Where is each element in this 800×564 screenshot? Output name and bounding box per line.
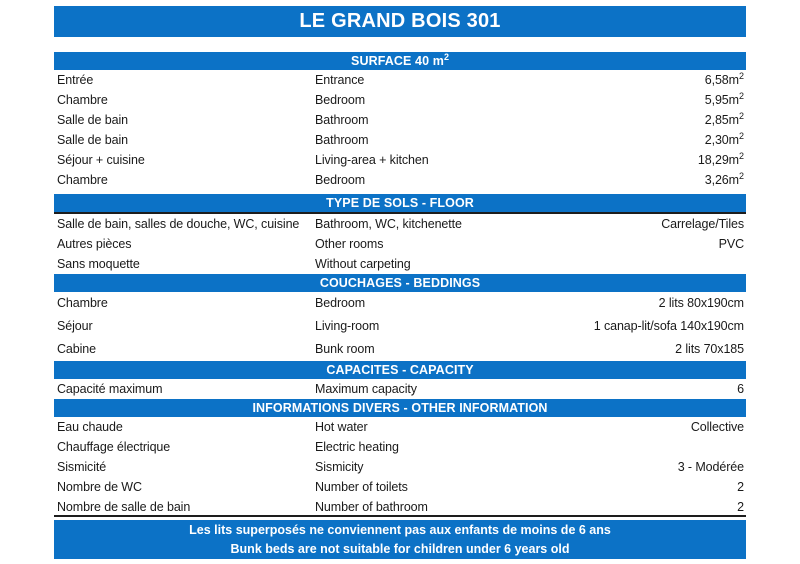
cell-french: Salle de bain	[57, 133, 128, 147]
cell-french: Cabine	[57, 342, 97, 356]
table-row	[54, 234, 746, 254]
cell-value: $2,85m^2$	[704, 110, 744, 127]
cell-english: Number of bathroom	[315, 500, 428, 514]
cell-french: Salle de bain, salles de douche, WC, cuisine	[57, 217, 300, 231]
cell-english: Hot water	[315, 420, 368, 434]
superscript: 2	[738, 150, 744, 161]
section-header-surface-label: SURFACE 40 m	[351, 54, 444, 68]
title-gap	[54, 37, 746, 52]
cell-value: 3 - Modérée	[677, 460, 744, 474]
table-row	[54, 90, 746, 110]
cell-value: 1 canap-lit/sofa 140x190cm	[593, 319, 744, 333]
cell-french: Autres pièces	[57, 237, 132, 251]
cell-english: Maximum capacity	[315, 382, 417, 396]
cell-english: Sismicity	[315, 460, 364, 474]
section-header-beddings: COUCHAGES - BEDDINGS	[54, 274, 746, 292]
cell-english: Living-room	[315, 319, 380, 333]
cell-value: PVC	[718, 237, 744, 251]
cell-value: $5,95m^2$	[704, 90, 744, 107]
cell-english: Bedroom	[315, 296, 366, 310]
table-row	[54, 477, 746, 497]
section-header-other-info: INFORMATIONS DIVERS - OTHER INFORMATION	[54, 399, 746, 417]
cell-value: Collective	[690, 420, 744, 434]
table-row	[54, 379, 746, 399]
cell-value: 2	[737, 480, 744, 494]
cell-french: Nombre de WC	[57, 480, 142, 494]
cell-french: Séjour	[57, 319, 93, 333]
cell-english: Bathroom, WC, kitchenette	[315, 217, 462, 231]
table-row	[54, 150, 746, 170]
table-row	[54, 130, 746, 150]
cell-french: Salle de bain	[57, 113, 128, 127]
section-header-floor: TYPE DE SOLS - FLOOR	[54, 194, 746, 214]
cell-french: Entrée	[57, 73, 94, 87]
table-row	[54, 170, 746, 190]
cell-english: Without carpeting	[315, 257, 411, 271]
table-row	[54, 417, 746, 437]
table-row	[54, 110, 746, 130]
cell-value: $2,30m^2$	[704, 130, 744, 147]
superscript: 2	[443, 51, 449, 62]
cell-english: Bathroom	[315, 133, 369, 147]
cell-french: Chambre	[57, 296, 108, 310]
table-row	[54, 254, 746, 274]
cell-value: 2 lits 80x190cm	[658, 296, 744, 310]
superscript: 2	[738, 130, 744, 141]
cell-french: Nombre de salle de bain	[57, 500, 191, 514]
superscript: 2	[738, 90, 744, 101]
footer-note-line-en: Bunk beds are not suitable for children under 6 years old	[230, 542, 570, 556]
table-row	[54, 292, 746, 315]
cell-english: Number of toilets	[315, 480, 408, 494]
sheet-content	[54, 0, 746, 559]
cell-english: Bathroom	[315, 113, 369, 127]
cell-french: Chambre	[57, 93, 108, 107]
section-header-capacity: CAPACITES - CAPACITY	[54, 361, 746, 379]
footer-note-line-fr: Les lits superposés ne conviennent pas aux enfants de moins de 6 ans	[189, 523, 611, 537]
page-title: LE GRAND BOIS 301	[54, 6, 746, 37]
cell-value: $18,29m^2$	[697, 150, 744, 167]
cell-value: $6,58m^2$	[704, 70, 744, 87]
cell-french: Chambre	[57, 173, 108, 187]
superscript: 2	[738, 70, 744, 81]
table-row	[54, 457, 746, 477]
superscript: 2	[738, 170, 744, 181]
table-row	[54, 214, 746, 234]
table-row	[54, 497, 746, 517]
section-header-surface	[54, 52, 746, 70]
cell-french: Eau chaude	[57, 420, 123, 434]
cell-value: Carrelage/Tiles	[661, 217, 744, 231]
cell-english: Bunk room	[315, 342, 375, 356]
cell-english: Living-area + kitchen	[315, 153, 429, 167]
table-row	[54, 338, 746, 361]
cell-english: Entrance	[315, 73, 365, 87]
cell-french: Séjour + cuisine	[57, 153, 145, 167]
cell-english: Other rooms	[315, 237, 384, 251]
cell-french: Sismicité	[57, 460, 107, 474]
cell-value: $3,26m^2$	[704, 170, 744, 187]
cell-value: 2	[737, 500, 744, 514]
cell-french: Chauffage électrique	[57, 440, 171, 454]
footer-note	[54, 520, 746, 559]
table-row	[54, 70, 746, 90]
table-row	[54, 437, 746, 457]
cell-english: Bedroom	[315, 173, 366, 187]
superscript: 2	[738, 110, 744, 121]
cell-english: Electric heating	[315, 440, 399, 454]
cell-french: Sans moquette	[57, 257, 140, 271]
cell-french: Capacité maximum	[57, 382, 163, 396]
table-row	[54, 315, 746, 338]
cell-value: 2 lits 70x185	[675, 342, 744, 356]
cell-english: Bedroom	[315, 93, 366, 107]
cell-value: 6	[737, 382, 744, 396]
